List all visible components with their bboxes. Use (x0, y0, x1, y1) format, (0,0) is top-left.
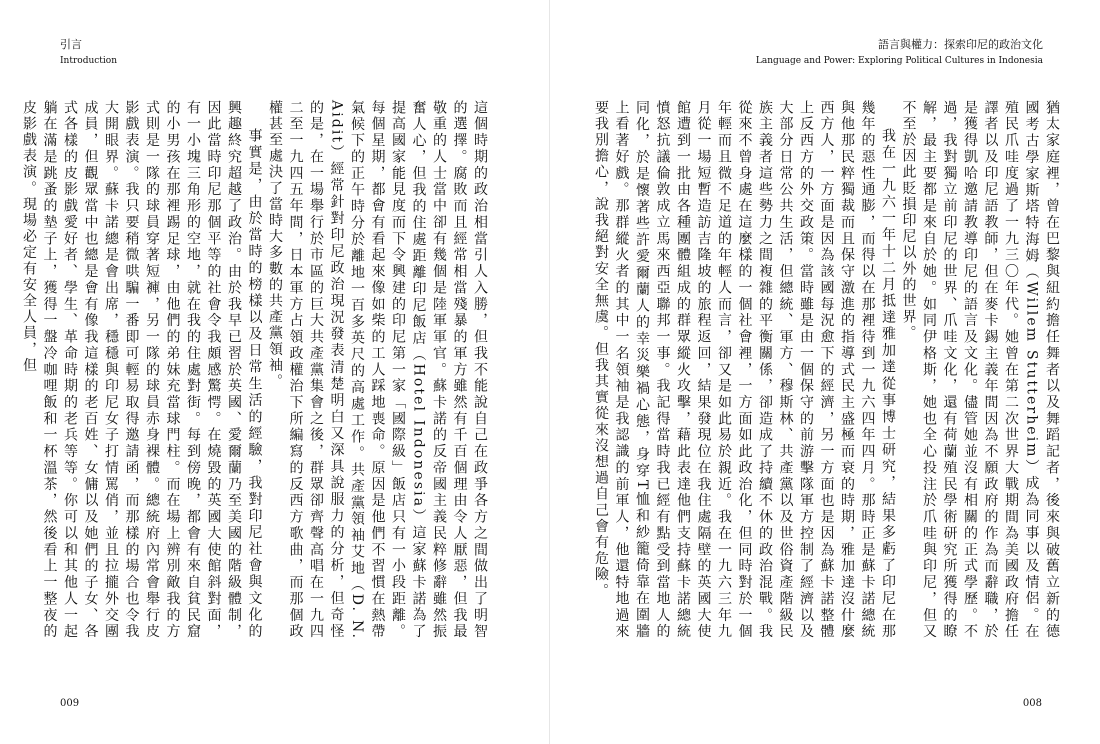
right-paragraph-1: 猶太家庭裡，曾在巴黎與紐約擔任舞者以及舞蹈記者，後來與破舊立新的德國考古學家斯塔特海姆（Willem Stutterheim）成為同事以及情侶。在殖民爪哇度過了一九三〇年代。她曾在第二次世界大戰期間為美國政府擔任譯者以及印尼語教師，但在麥卡錫主義年間因為不願政府的作為而辭職，於是獲得凱哈邀請教導印尼的語言及文化。儘管她並沒有相關的正式學歷。不過，我對獨立前印尼的世界、爪哇文化，還有荷蘭殖民學術研究所獲得的瞭解，最主要都是來自於她。如同伊格斯，她也全心投注於爪哇與印尼，但又不至於因此貶損印尼以外的世界。 (900, 100, 1060, 640)
page-gutter (549, 0, 550, 744)
right-paragraph-2: 我在一九六一年十二月抵達雅加達從事博士研究，結果多虧了印尼在那幾年的惡性通膨，而得以在那裡待到一九六四年四月。那時正是蘇卡諾總統與他那民粹獨裁而且保守激進的指導式民主盛極而衰的時期，雅加達沒什麼西方人，一方面是因為該國每況愈下的經濟，另一方面也是因為蘇卡諾整體上反西方的外交政策。當時雖是由一個保守的前游擊隊軍方控制了經濟以及大部分日常公共生活，但總統、軍方、穆斯林、共產黨以及世俗資產階級民族主義者這些勢力之間複雜的平衡關係，卻造成了持續不休的政治混戰。我從來不曾身處在這麼樣的一個社會裡，一方面如此政治化，但同時對於一個年輕而且微不足道的年輕人而言，卻又是如此易於親近。我在一九六三年九月從一場短暫造訪吉隆坡的旅程返回，結果發現位在我住處隔壁的英國大使館遭到一批由各種團體組成的群眾縱火攻擊，藉此表達他們支持蘇卡諾總統憤怒抗議倫敦成立馬來西亞聯邦一事。我記得當時我已經有點受到當地人的同化，於是懷著些許愛爾蘭人的幸災樂禍心態，身穿T恤和紗籠倚靠在圍牆上看著好戲。那群縱火者的其中一名領袖是我認識的前軍人，他還特地過來要我別擔心，說我絕對安全無虞。但我其實從來沒想過自己會有危險。 (593, 100, 896, 640)
right-running-header (756, 38, 1043, 67)
left-page-number: 009 (60, 698, 80, 709)
left-page-body (21, 100, 490, 640)
left-running-header (60, 38, 117, 67)
right-header-chinese: 語言與權力：探索印尼的政治文化 (878, 38, 1043, 51)
right-page-body (593, 100, 1062, 640)
left-paragraph-2: 事實是，由於當時的榜樣以及日常生活的經驗，我對印尼社會與文化的興趣終究超越了政治。由於我早已習於英國、愛爾蘭乃至美國的階級體制，因此當時印尼那個平等的社會令我頗感驚愕。在燒毀的英國大使館斜對面，有一小塊三角形的空地，就在我的住處對街。每到傍晚，都會有來自貧民窟的小男孩在那裡踢足球，由他們的弟妹充當球門柱。而在場上辨別敵我的方式則是一隊的球員穿著短褲，另一隊的球員赤身裸體。總統府內常會舉行皮影戲表演。我只要稍微哄騙一番即可輕易取得邀請函，而那樣的場合也令我大開眼界。蘇卡諾總是會出席，穩穩與印尼女子打情罵俏，並且拉攏外交團成員，但觀眾當中也總是會有像我這樣的老百姓、女傭以及她們的子女、各式各樣的皮影戲愛好者、學生、革命時期的老兵等等。你可以和其他人一起躺在滿是跳蚤的墊子上，獲得一盤冷咖哩飯和一杯溫茶，然後看上一整夜的皮影戲表演。現場必定有安全人員，但 (21, 100, 263, 640)
left-paragraph-1: 這個時期的政治相當引人入勝，但我不能說自己在政爭各方之間做出了明智的選擇。腐敗而且經常相當殘暴的軍方雖然有千百個理由令人厭惡，但我最敬重的人士當中卻有幾個是陸軍軍官。蘇卡諾的反帝國主義民粹修辭雖然振奮人心，但我的住處距離印尼飯店（Hotel Indonesia）這家蘇卡諾為了提高國家能見度而下令興建的印尼第一家「國際級」飯店只有一小段距離。每個星期，都會有看起來像如柴的工人踩地喪命。原因是他們不習慣在熱帶氣候下的正午時分於離地一百多英尺的高處工作。共產黨領袖艾地（D. N. Aidit）經常針對印尼政治現況發表清楚明白又深具說服力的分析，但奇怪的是，在一場舉行於市區的巨大共產黨集會之後，群眾卻齊聲高唱在一九四二至一九四五年間，日本軍方占領政權治下所編寫的反西方歌曲，而那個政權甚至處決了當時大多數的共產黨領袖。 (267, 100, 488, 640)
left-header-chinese: 引言 (60, 38, 82, 51)
right-page-number: 008 (1022, 698, 1042, 709)
left-header-english: Introduction (60, 56, 117, 66)
right-header-english: Language and Power: Exploring Political Cultures in Indonesia (755, 56, 1043, 66)
